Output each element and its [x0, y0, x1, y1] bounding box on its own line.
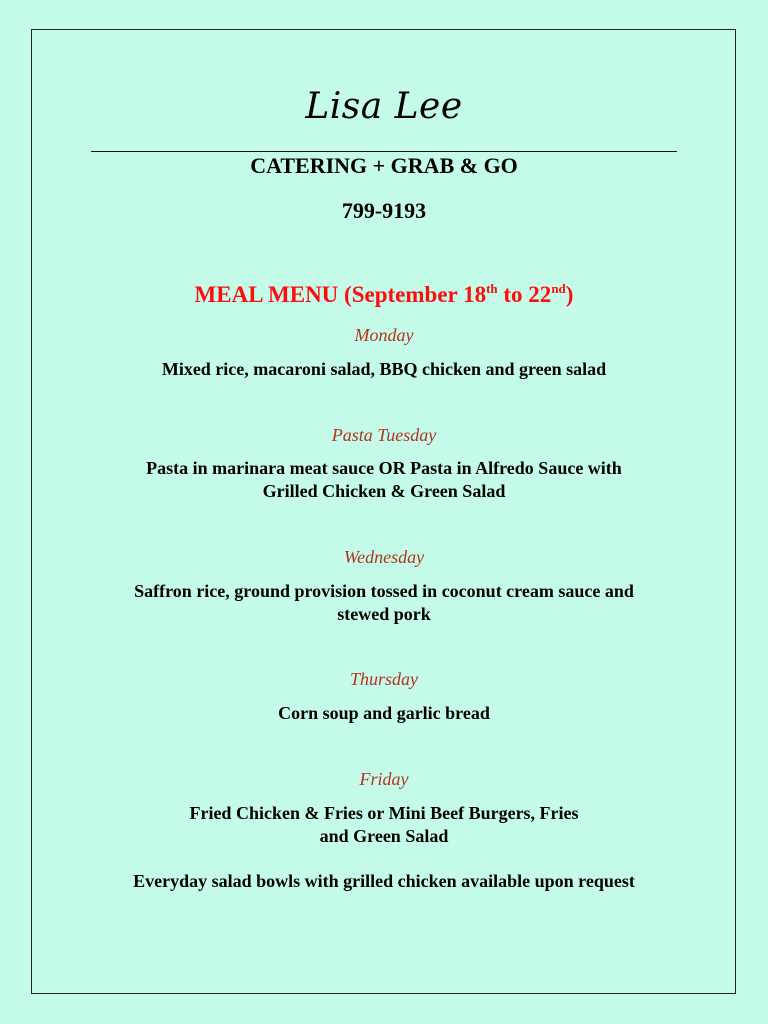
brand-name: Lisa Lee [305, 86, 463, 127]
meal-line: and Green Salad [319, 826, 449, 846]
meal-thursday [0, 702, 768, 725]
header-divider [91, 151, 677, 152]
meal-line: Pasta in marinara meat sauce OR Pasta in Alfredo Sauce with [146, 458, 622, 478]
meal-monday [0, 358, 768, 381]
meal-line: Mixed rice, macaroni salad, BBQ chicken and green salad [161, 359, 607, 379]
menu-title-suffix: ) [565, 282, 574, 307]
meal-line: Saffron rice, ground provision tossed in coconut cream sauce and [134, 581, 634, 601]
menu-title-sup-start: th [486, 281, 498, 296]
meal-line: stewed pork [337, 604, 431, 624]
day-heading-wednesday: Wednesday [343, 547, 425, 567]
phone-number: 799-9193 [341, 198, 427, 223]
day-heading-friday: Friday [359, 769, 409, 789]
day-heading-thursday: Thursday [349, 669, 418, 689]
footer-note: Everyday salad bowls with grilled chicken available upon request [133, 871, 635, 891]
menu-title [0, 282, 768, 308]
meal-line: Corn soup and garlic bread [278, 703, 490, 723]
day-heading-monday: Monday [354, 325, 414, 345]
meal-friday [0, 802, 768, 848]
meal-wednesday [0, 580, 768, 626]
menu-title-prefix: MEAL MENU (September 18 [194, 282, 487, 307]
meal-line: Grilled Chicken & Green Salad [262, 481, 506, 501]
menu-title-middle: to 22 [497, 282, 552, 307]
meal-line: Fried Chicken & Fries or Mini Beef Burgers, Fries [189, 803, 579, 823]
meal-tuesday [0, 457, 768, 503]
business-subtitle: CATERING + GRAB & GO [250, 153, 518, 178]
day-heading-tuesday: Pasta Tuesday [331, 425, 437, 445]
menu-title-sup-end: nd [551, 281, 566, 296]
